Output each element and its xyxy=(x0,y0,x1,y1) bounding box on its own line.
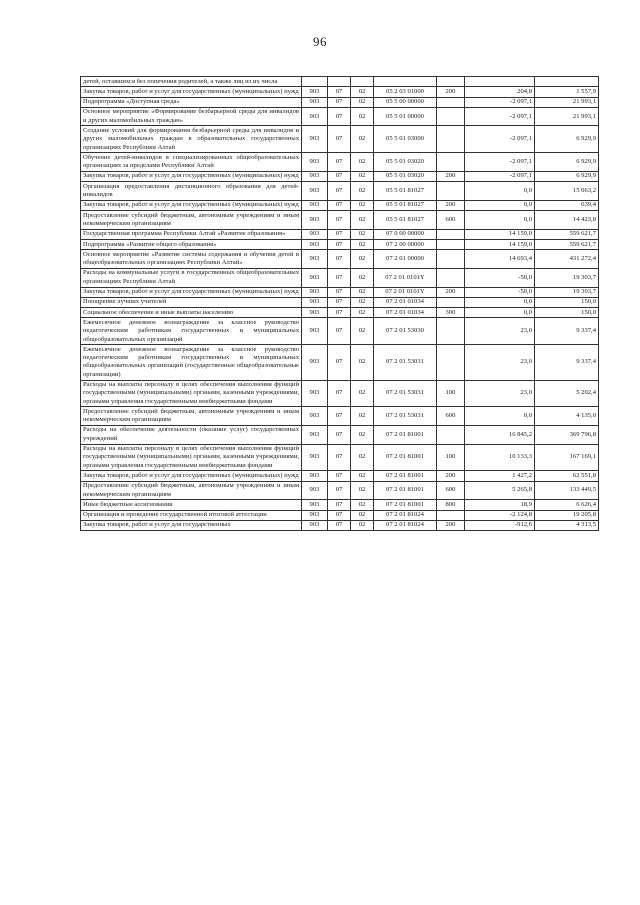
section-code-cell: 07 xyxy=(328,481,351,500)
section-code-cell: 07 xyxy=(328,126,351,153)
target-article-cell: 07 2 01 81001 xyxy=(374,500,437,510)
subsection-code-cell: 02 xyxy=(351,444,374,471)
target-article-cell: 05 5 01 03020 xyxy=(374,153,437,172)
subsection-code-cell: 02 xyxy=(351,240,374,250)
subsection-code-cell: 02 xyxy=(351,510,374,520)
subsection-code-cell: 02 xyxy=(351,520,374,530)
table-row xyxy=(81,77,599,87)
table-row xyxy=(81,297,599,307)
expense-type-cell xyxy=(437,250,465,269)
expense-name-cell: Закупка товаров, работ и услуг для государственных (муниципальных) нужд xyxy=(81,200,302,210)
expense-type-cell: 100 xyxy=(437,380,465,407)
expense-name-cell: Основное мероприятие «Формирование безбарьерной среды для инвалидов и других маломобильных граждан» xyxy=(81,107,302,126)
admin-code-cell: 903 xyxy=(302,171,328,181)
table-row xyxy=(81,318,599,345)
section-code-cell xyxy=(328,77,351,87)
expense-type-cell xyxy=(437,182,465,201)
table-row xyxy=(81,107,599,126)
admin-code-cell: 903 xyxy=(302,200,328,210)
target-article-cell: 05 5 01 03000 xyxy=(374,126,437,153)
expense-type-cell xyxy=(437,318,465,345)
table-row xyxy=(81,250,599,269)
change-amount-cell: -912,6 xyxy=(465,520,535,530)
target-article-cell: 05 5 01 81027 xyxy=(374,211,437,230)
expense-type-cell xyxy=(437,77,465,87)
expense-name-cell: Закупка товаров, работ и услуг для государственных xyxy=(81,520,302,530)
target-article-cell: 07 2 01 81001 xyxy=(374,471,437,481)
table-row xyxy=(81,444,599,471)
expense-type-cell: 800 xyxy=(437,500,465,510)
total-amount-cell: 19 303,7 xyxy=(535,268,599,287)
expense-name-cell: Закупка товаров, работ и услуг для государственных (муниципальных) нужд xyxy=(81,87,302,97)
expense-name-cell: Закупка товаров, работ и услуг для государственных (муниципальных) нужд xyxy=(81,287,302,297)
target-article-cell: 07 2 01 53031 xyxy=(374,380,437,407)
section-code-cell: 07 xyxy=(328,268,351,287)
section-code-cell: 07 xyxy=(328,250,351,269)
expense-name-cell: Иные бюджетные ассигнования xyxy=(81,500,302,510)
admin-code-cell: 903 xyxy=(302,380,328,407)
table-row xyxy=(81,268,599,287)
change-amount-cell: 0,0 xyxy=(465,407,535,426)
change-amount-cell: 16 845,2 xyxy=(465,425,535,444)
table-row xyxy=(81,182,599,201)
total-amount-cell: 9 337,4 xyxy=(535,318,599,345)
change-amount-cell: 23,0 xyxy=(465,345,535,380)
admin-code-cell: 903 xyxy=(302,153,328,172)
page-number: 96 xyxy=(313,34,327,49)
section-code-cell: 07 xyxy=(328,471,351,481)
section-code-cell: 07 xyxy=(328,297,351,307)
section-code-cell: 07 xyxy=(328,200,351,210)
target-article-cell: 07 2 01 0101Y xyxy=(374,268,437,287)
table-row xyxy=(81,211,599,230)
expense-type-cell xyxy=(437,107,465,126)
change-amount-cell: 0,0 xyxy=(465,182,535,201)
expense-name-cell: Предоставление субсидий бюджетным, автономным учреждениям и иным некоммерческим организациям xyxy=(81,481,302,500)
table-row xyxy=(81,345,599,380)
expense-name-cell: Создание условий для формирования безбарьерной среды для инвалидов и других маломобильных граждан в образовательных государственных организациях Республики Алтай xyxy=(81,126,302,153)
change-amount-cell: 18,9 xyxy=(465,500,535,510)
target-article-cell: 07 2 01 81024 xyxy=(374,510,437,520)
target-article-cell: 07 2 01 53030 xyxy=(374,318,437,345)
admin-code-cell: 903 xyxy=(302,126,328,153)
expense-name-cell: Социальное обеспечение и иные выплаты населению xyxy=(81,308,302,318)
section-code-cell: 07 xyxy=(328,182,351,201)
subsection-code-cell: 02 xyxy=(351,107,374,126)
expense-type-cell: 200 xyxy=(437,87,465,97)
subsection-code-cell: 02 xyxy=(351,481,374,500)
total-amount-cell: 133 449,5 xyxy=(535,481,599,500)
expense-type-cell xyxy=(437,425,465,444)
expense-name-cell: Поощрение лучших учителей xyxy=(81,297,302,307)
subsection-code-cell: 02 xyxy=(351,97,374,107)
table-row xyxy=(81,171,599,181)
expense-type-cell xyxy=(437,345,465,380)
subsection-code-cell: 02 xyxy=(351,250,374,269)
admin-code-cell: 903 xyxy=(302,510,328,520)
table-row xyxy=(81,87,599,97)
total-amount-cell: 21 993,1 xyxy=(535,97,599,107)
expense-type-cell xyxy=(437,297,465,307)
expense-name-cell: Предоставление субсидий бюджетным, автономным учреждениям и иным некоммерческим организациям xyxy=(81,407,302,426)
change-amount-cell: 10 133,3 xyxy=(465,444,535,471)
change-amount-cell: 0,0 xyxy=(465,297,535,307)
target-article-cell: 07 2 00 00000 xyxy=(374,240,437,250)
change-amount-cell: -2 124,8 xyxy=(465,510,535,520)
expense-type-cell: 200 xyxy=(437,287,465,297)
expense-type-cell xyxy=(437,510,465,520)
target-article-cell: 07 2 01 81024 xyxy=(374,520,437,530)
change-amount-cell: -2 097,1 xyxy=(465,171,535,181)
admin-code-cell: 903 xyxy=(302,500,328,510)
target-article-cell xyxy=(374,77,437,87)
total-amount-cell: 6 929,9 xyxy=(535,153,599,172)
expense-type-cell: 100 xyxy=(437,444,465,471)
expense-name-cell: Ежемесячное денежное вознаграждение за классное руководство педагогическим работникам государственных и муниципальных общеобразовательных организаций (государственные общеобразовательные организации) xyxy=(81,345,302,380)
target-article-cell: 05 5 01 00000 xyxy=(374,107,437,126)
subsection-code-cell: 02 xyxy=(351,297,374,307)
target-article-cell: 07 2 01 0101Y xyxy=(374,287,437,297)
section-code-cell: 07 xyxy=(328,380,351,407)
admin-code-cell: 903 xyxy=(302,520,328,530)
admin-code-cell: 903 xyxy=(302,471,328,481)
total-amount-cell: 639,4 xyxy=(535,200,599,210)
subsection-code-cell: 02 xyxy=(351,268,374,287)
subsection-code-cell: 02 xyxy=(351,211,374,230)
admin-code-cell: 903 xyxy=(302,268,328,287)
expense-name-cell: Предоставление субсидий бюджетным, автономным учреждениям и иным некоммерческим организациям xyxy=(81,211,302,230)
target-article-cell: 07 2 01 01034 xyxy=(374,308,437,318)
change-amount-cell: -2 097,1 xyxy=(465,153,535,172)
admin-code-cell: 903 xyxy=(302,240,328,250)
change-amount-cell: -2 097,1 xyxy=(465,97,535,107)
expense-name-cell: Подпрограмма «Доступная среда» xyxy=(81,97,302,107)
admin-code-cell: 903 xyxy=(302,444,328,471)
table-row xyxy=(81,510,599,520)
section-code-cell: 07 xyxy=(328,500,351,510)
change-amount-cell: 5 265,8 xyxy=(465,481,535,500)
total-amount-cell: 150,0 xyxy=(535,308,599,318)
subsection-code-cell: 02 xyxy=(351,345,374,380)
total-amount-cell: 559 621,7 xyxy=(535,240,599,250)
total-amount-cell: 369 796,8 xyxy=(535,425,599,444)
target-article-cell: 07 2 01 81001 xyxy=(374,481,437,500)
section-code-cell: 07 xyxy=(328,444,351,471)
total-amount-cell: 9 337,4 xyxy=(535,345,599,380)
total-amount-cell: 5 202,4 xyxy=(535,380,599,407)
expense-name-cell: Расходы на выплаты персоналу в целях обеспечения выполнения функций государственными (муниципальными) органами, казенными учреждениями, органами управления государственными внебюджетными фондами xyxy=(81,380,302,407)
expense-name-cell: Закупка товаров, работ и услуг для государственных (муниципальных) нужд xyxy=(81,471,302,481)
total-amount-cell: 21 993,1 xyxy=(535,107,599,126)
expense-type-cell: 300 xyxy=(437,308,465,318)
expense-name-cell: детей, оставшихся без попечения родителей, а также лиц из их числа xyxy=(81,77,302,87)
admin-code-cell: 903 xyxy=(302,211,328,230)
total-amount-cell: 4 313,5 xyxy=(535,520,599,530)
expense-type-cell: 200 xyxy=(437,520,465,530)
table-body xyxy=(81,77,599,531)
expense-type-cell: 200 xyxy=(437,471,465,481)
section-code-cell: 07 xyxy=(328,287,351,297)
target-article-cell: 07 2 01 53031 xyxy=(374,407,437,426)
expense-name-cell: Расходы на коммунальные услуги в государственных общеобразовательных организациях Республики Алтай xyxy=(81,268,302,287)
admin-code-cell: 903 xyxy=(302,182,328,201)
admin-code-cell: 903 xyxy=(302,87,328,97)
expense-type-cell xyxy=(437,97,465,107)
expense-type-cell: 200 xyxy=(437,200,465,210)
section-code-cell: 07 xyxy=(328,97,351,107)
total-amount-cell: 19 303,7 xyxy=(535,287,599,297)
target-article-cell: 05 5 00 00000 xyxy=(374,97,437,107)
expense-name-cell: Основное мероприятие «Развитие системы содержания и обучения детей в общеобразовательных организациях Республики Алтай» xyxy=(81,250,302,269)
subsection-code-cell: 02 xyxy=(351,171,374,181)
table-row xyxy=(81,380,599,407)
total-amount-cell: 19 205,8 xyxy=(535,510,599,520)
change-amount-cell: -2 097,1 xyxy=(465,107,535,126)
admin-code-cell: 903 xyxy=(302,345,328,380)
subsection-code-cell: 02 xyxy=(351,500,374,510)
change-amount-cell: 23,0 xyxy=(465,318,535,345)
expense-name-cell: Закупка товаров, работ и услуг для государственных (муниципальных) нужд xyxy=(81,171,302,181)
change-amount-cell: -2 097,1 xyxy=(465,126,535,153)
total-amount-cell: 6 929,9 xyxy=(535,126,599,153)
subsection-code-cell: 02 xyxy=(351,87,374,97)
subsection-code-cell: 02 xyxy=(351,153,374,172)
expense-type-cell xyxy=(437,126,465,153)
section-code-cell: 07 xyxy=(328,345,351,380)
section-code-cell: 07 xyxy=(328,407,351,426)
section-code-cell: 07 xyxy=(328,153,351,172)
expense-name-cell: Расходы на выплаты персоналу в целях обеспечения выполнения функций государственными (муниципальными) органами, казенными учреждениями, органами управления государственными внебюджетными фондами xyxy=(81,444,302,471)
change-amount-cell: 0,0 xyxy=(465,308,535,318)
subsection-code-cell: 02 xyxy=(351,126,374,153)
subsection-code-cell: 02 xyxy=(351,229,374,239)
change-amount-cell: 14 159,0 xyxy=(465,229,535,239)
subsection-code-cell: 02 xyxy=(351,380,374,407)
admin-code-cell: 903 xyxy=(302,308,328,318)
subsection-code-cell: 02 xyxy=(351,318,374,345)
target-article-cell: 05 5 01 81027 xyxy=(374,200,437,210)
change-amount-cell: 1 427,2 xyxy=(465,471,535,481)
change-amount-cell xyxy=(465,77,535,87)
admin-code-cell: 903 xyxy=(302,287,328,297)
section-code-cell: 07 xyxy=(328,87,351,97)
total-amount-cell: 14 423,8 xyxy=(535,211,599,230)
subsection-code-cell: 02 xyxy=(351,471,374,481)
section-code-cell: 07 xyxy=(328,240,351,250)
admin-code-cell: 903 xyxy=(302,97,328,107)
table-row xyxy=(81,97,599,107)
admin-code-cell xyxy=(302,77,328,87)
subsection-code-cell: 02 xyxy=(351,200,374,210)
expense-type-cell: 600 xyxy=(437,407,465,426)
total-amount-cell: 6 626,4 xyxy=(535,500,599,510)
target-article-cell: 07 2 01 00000 xyxy=(374,250,437,269)
total-amount-cell: 4 135,0 xyxy=(535,407,599,426)
expense-type-cell: 200 xyxy=(437,171,465,181)
target-article-cell: 05 5 01 81027 xyxy=(374,182,437,201)
table-row xyxy=(81,520,599,530)
subsection-code-cell: 02 xyxy=(351,425,374,444)
admin-code-cell: 903 xyxy=(302,297,328,307)
admin-code-cell: 903 xyxy=(302,318,328,345)
change-amount-cell: -50,0 xyxy=(465,287,535,297)
target-article-cell: 07 0 00 00000 xyxy=(374,229,437,239)
section-code-cell: 07 xyxy=(328,510,351,520)
total-amount-cell: 1 557,9 xyxy=(535,87,599,97)
total-amount-cell: 559 621,7 xyxy=(535,229,599,239)
table-row xyxy=(81,471,599,481)
target-article-cell: 07 2 01 81001 xyxy=(374,444,437,471)
admin-code-cell: 903 xyxy=(302,407,328,426)
subsection-code-cell: 02 xyxy=(351,182,374,201)
admin-code-cell: 903 xyxy=(302,481,328,500)
table-row xyxy=(81,229,599,239)
total-amount-cell: 62 551,8 xyxy=(535,471,599,481)
expense-type-cell xyxy=(437,268,465,287)
expense-type-cell xyxy=(437,240,465,250)
subsection-code-cell: 02 xyxy=(351,287,374,297)
section-code-cell: 07 xyxy=(328,229,351,239)
table-row xyxy=(81,287,599,297)
total-amount-cell xyxy=(535,77,599,87)
section-code-cell: 07 xyxy=(328,107,351,126)
table-row xyxy=(81,240,599,250)
change-amount-cell: 14 159,0 xyxy=(465,240,535,250)
table-row xyxy=(81,126,599,153)
table-row xyxy=(81,500,599,510)
section-code-cell: 07 xyxy=(328,171,351,181)
total-amount-cell: 6 929,9 xyxy=(535,171,599,181)
change-amount-cell: -50,0 xyxy=(465,268,535,287)
admin-code-cell: 903 xyxy=(302,250,328,269)
expense-type-cell: 600 xyxy=(437,481,465,500)
subsection-code-cell: 02 xyxy=(351,407,374,426)
budget-table xyxy=(80,76,599,531)
section-code-cell: 07 xyxy=(328,425,351,444)
total-amount-cell: 431 272,4 xyxy=(535,250,599,269)
table-row xyxy=(81,407,599,426)
target-article-cell: 07 2 01 81001 xyxy=(374,425,437,444)
expense-name-cell: Организация и проведение государственной итоговой аттестации xyxy=(81,510,302,520)
target-article-cell: 05 2 03 01000 xyxy=(374,87,437,97)
admin-code-cell: 903 xyxy=(302,425,328,444)
table-row xyxy=(81,153,599,172)
total-amount-cell: 15 063,2 xyxy=(535,182,599,201)
admin-code-cell: 903 xyxy=(302,107,328,126)
expense-name-cell: Подпрограмма «Развитие общего образования» xyxy=(81,240,302,250)
expense-type-cell xyxy=(437,229,465,239)
admin-code-cell: 903 xyxy=(302,229,328,239)
expense-name-cell: Государственная программа Республики Алтай «Развитие образования» xyxy=(81,229,302,239)
section-code-cell: 07 xyxy=(328,308,351,318)
expense-type-cell: 600 xyxy=(437,211,465,230)
section-code-cell: 07 xyxy=(328,211,351,230)
section-code-cell: 07 xyxy=(328,318,351,345)
total-amount-cell: 150,0 xyxy=(535,297,599,307)
table-row xyxy=(81,200,599,210)
table-row xyxy=(81,425,599,444)
expense-name-cell: Ежемесячное денежное вознаграждение за классное руководство педагогическим работникам государственных и муниципальных общеобразовательных организаций xyxy=(81,318,302,345)
target-article-cell: 05 5 01 03020 xyxy=(374,171,437,181)
total-amount-cell: 167 169,1 xyxy=(535,444,599,471)
expense-name-cell: Обучение детей-инвалидов в специализированных общеобразовательных организациях за пределами Республики Алтай xyxy=(81,153,302,172)
expense-name-cell: Организация предоставления дистанционного образования для детей-инвалидов xyxy=(81,182,302,201)
section-code-cell: 07 xyxy=(328,520,351,530)
subsection-code-cell xyxy=(351,77,374,87)
expense-name-cell: Расходы на обеспечение деятельности (оказание услуг) государственных учреждений xyxy=(81,425,302,444)
table-row xyxy=(81,481,599,500)
change-amount-cell: 23,0 xyxy=(465,380,535,407)
change-amount-cell: 0,0 xyxy=(465,211,535,230)
target-article-cell: 07 2 01 53031 xyxy=(374,345,437,380)
subsection-code-cell: 02 xyxy=(351,308,374,318)
table-row xyxy=(81,308,599,318)
change-amount-cell: 14 693,4 xyxy=(465,250,535,269)
change-amount-cell: 0,0 xyxy=(465,200,535,210)
change-amount-cell: 204,8 xyxy=(465,87,535,97)
target-article-cell: 07 2 01 01034 xyxy=(374,297,437,307)
expense-type-cell xyxy=(437,153,465,172)
